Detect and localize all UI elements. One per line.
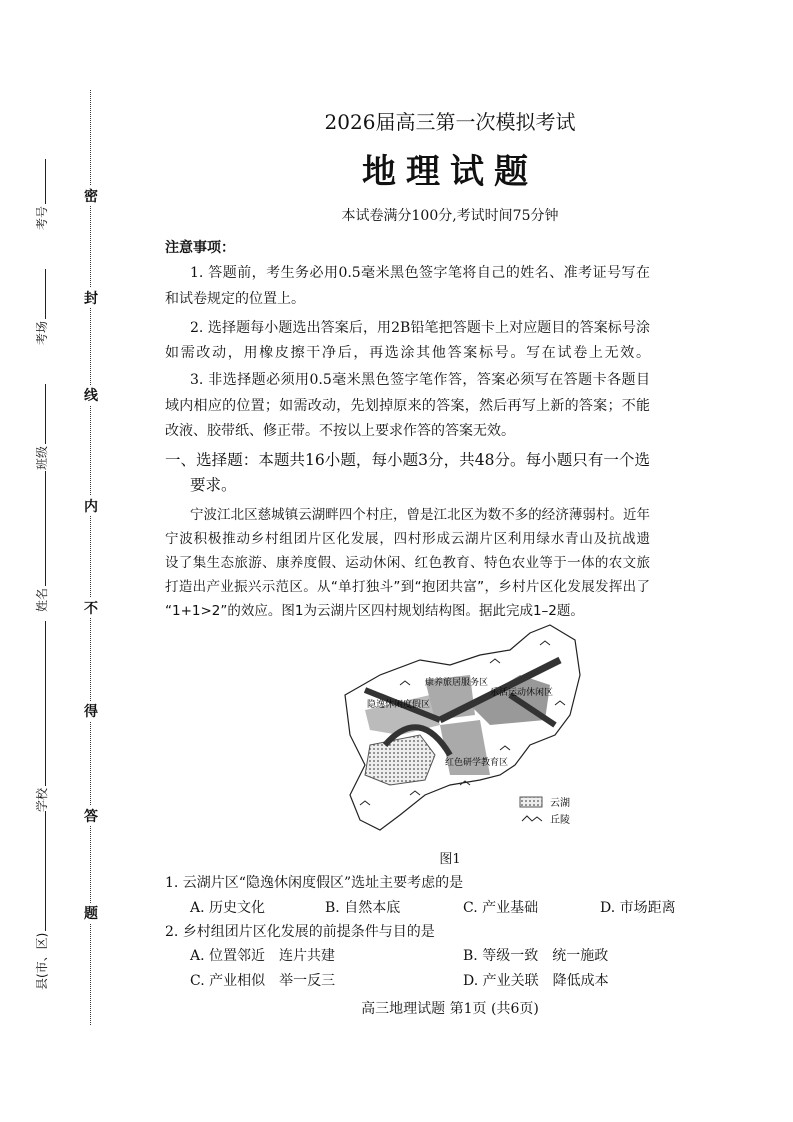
question-option: A. 位置邻近 连片共建 [190,948,336,964]
question-option: B. 自然本底 [325,900,401,916]
notice-line: 域内相应的位置；如需改动，先划掉原来的答案，然后再写上新的答案；不能 [165,398,650,414]
field-class: 班级 [33,384,50,470]
field-school: 学校 [33,621,50,812]
passage-line: 打造出产业振兴示范区。从“单打独斗”到“抱团共富”，乡村片区化发展发挥出了 [165,579,650,595]
notice-line: 和试卷规定的位置上。 [165,291,305,307]
zone-label: 隐逸休闲度假区 [367,700,431,710]
legend-label: 云湖 [550,798,570,809]
exam-title: 2026届高三第一次模拟考试 [324,110,576,134]
field-exam-number: 考号 [33,159,50,230]
notice-line: 改液、胶带纸、修正带。不按以上要求作答的答案无效。 [165,423,515,439]
passage-line: 宁波积极推动乡村组团片区化发展，四村形成云湖片区利用绿水青山及抗战遗 [165,531,650,547]
seal-char: 线 [81,385,101,405]
notice-line: 1. 答题前，考生务必用0.5毫米黑色签字笔将自己的姓名、准考证号写在 [190,265,650,281]
question-option: B. 等级一致 统一施政 [463,948,609,964]
passage-line: 宁波江北区慈城镇云湖畔四个村庄，曾是江北区为数不多的经济薄弱村。近年 [190,507,650,523]
section-heading: 一、选择题：本题共16小题，每小题3分，共48分。每小题只有一个选 [165,451,650,469]
notice-line: 2. 选择题每小题选出答案后，用2B铅笔把答题卡上对应题目的答案标号涂 [190,320,650,336]
zone-label: 红色研学教育区 [445,758,509,768]
seal-char: 密 [81,186,101,206]
page-footer: 高三地理试题 第1页 (共6页) [361,1001,539,1017]
notice-line: 如需改动，用橡皮擦干净后，再选涂其他答案标号。写在试卷上无效。 [165,345,650,361]
seal-char: 封 [81,288,101,308]
question-option: C. 产业基础 [463,900,539,916]
field-exam-room: 考场 [33,269,50,345]
question-option: C. 产业相似 举一反三 [190,973,336,989]
field-name: 姓名 [33,471,50,612]
notice-line: 3. 非选择题必须用0.5毫米黑色签字笔作答，答案必须写在答题卡各题目 [190,372,650,388]
passage-line: “1+1>2”的效应。图1为云湖片区四村规划结构图。据此完成1–2题。 [165,603,584,619]
question-option: D. 产业关联 降低成本 [463,973,609,989]
subtitle: 本试卷满分100分,考试时间75分钟 [341,208,559,224]
section-heading-cont: 要求。 [190,476,237,494]
notice-heading: 注意事项： [165,240,235,256]
passage-line: 设了集生态旅游、康养度假、运动休闲、红色教育、特色农业等于一体的农文旅 [165,555,650,571]
hill-icon [522,816,542,821]
question-option: D. 市场距离 [600,900,676,916]
zone-label: 康养旅居服务区 [425,678,489,688]
planning-structure-map [340,615,600,845]
seal-char: 不 [81,598,101,618]
zone-label: 乐活运动休闲区 [490,688,554,698]
legend-label: 丘陵 [550,815,570,826]
seal-char: 内 [81,496,101,516]
seal-char: 答 [81,806,101,826]
question-stem: 1. 云湖片区“隐逸休闲度假区”选址主要考虑的是 [165,875,464,891]
subject-title: 地理试题 [362,152,538,192]
legend-lake-swatch [520,797,542,807]
question-stem: 2. 乡村组团片区化发展的前提条件与目的是 [165,924,435,940]
figure-caption: 图1 [439,852,461,867]
field-county: 县(市、区) [33,811,50,990]
question-option: A. 历史文化 [190,900,266,916]
seal-char: 得 [81,701,101,721]
seal-char: 题 [81,903,101,923]
seal-dotted-line [90,90,91,1025]
